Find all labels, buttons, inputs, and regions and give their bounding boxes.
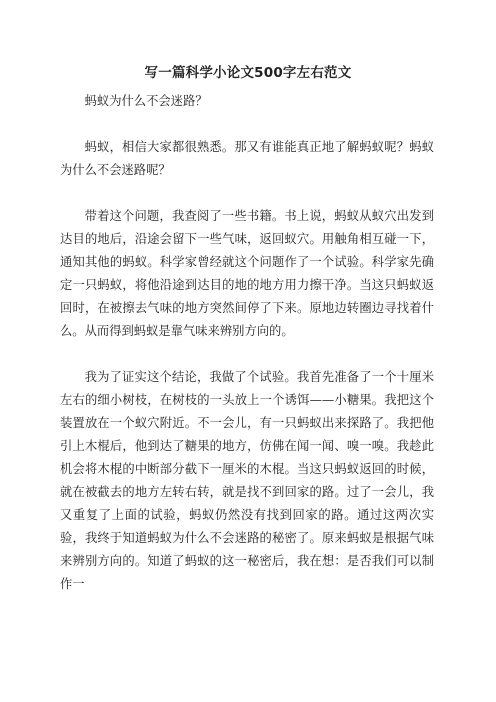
paragraph-gap (60, 182, 434, 205)
paragraph: 带着这个问题，我查阅了一些书籍。书上说，蚂蚁从蚁穴出发到达目的地后，沿途会留下一些气味，返回蚁穴。用触角相互碰一下，通知其他的蚂蚁。科学家曾经就这个问题作了一个试验。科学家先确定一只蚂蚁，将他沿途到达目的地的地方用力擦干净。当这只蚂蚁返回时，在被擦去气味的地方突然间停了下来。原地边转圈边寻找着什么。从而得到蚂蚁是靠气味来辨别方向的。 (60, 209, 434, 338)
paragraph: 蚂蚁，相信大家都很熟悉。那又有谁能真正地了解蚂蚁呢？蚂蚁为什么不会迷路呢？ (60, 140, 434, 177)
paragraph-gap (60, 113, 434, 136)
document-subtitle: 蚂蚁为什么不会迷路？ (84, 94, 208, 108)
paragraph-gap (60, 343, 434, 366)
document-body (60, 90, 434, 596)
paragraph: 我为了证实这个结论，我做了个试验。我首先准备了一个十厘米左右的细小树枝，在树枝的一头放上一个诱饵——小糖果。我把这个装置放在一个蚁穴附近。不一会儿，有一只蚂蚁出来探路了。我把他引上木棍后，他到达了糖果的地方，仿佛在闻一闻、嗅一嗅。我趁此机会将木棍的中断部分截下一厘米的木棍。当这只蚂蚁返回的时候，就在被截去的地方左转右转，就是找不到回家的路。过了一会儿，我又重复了上面的试验，蚂蚁仍然没有找到回家的路。通过这两次实验，我终于知道蚂蚁为什么不会迷路的秘密了。原来蚂蚁是根据气味来辨别方向的。知道了蚂蚁的这一秘密后，我在想：是否我们可以制作一 (60, 370, 434, 591)
document-title: 写一篇科学小论文500字左右范文 (144, 65, 352, 81)
